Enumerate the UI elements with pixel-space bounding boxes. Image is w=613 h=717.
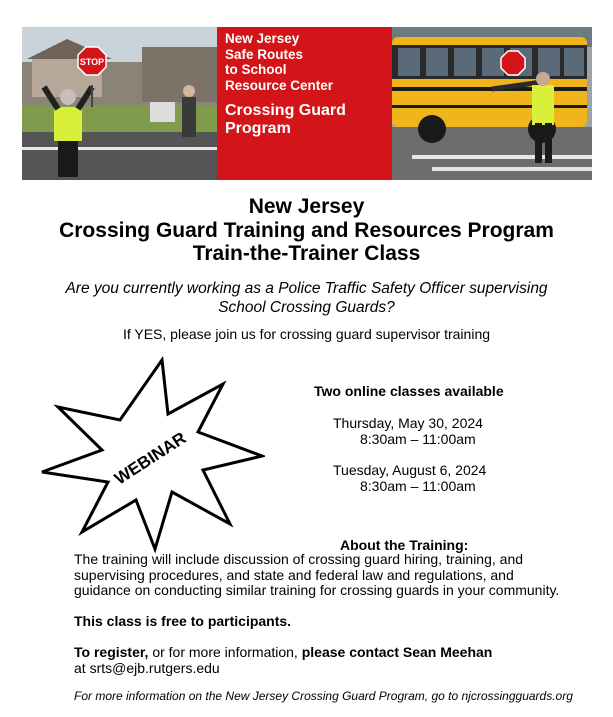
program-line-2: Program [225, 120, 291, 137]
free-notice: This class is free to participants. [74, 613, 292, 629]
about-text [74, 552, 559, 599]
about-line-1: The training will include discussion of crossing guard hiring, training, and [74, 551, 524, 567]
title-line-1: New Jersey [248, 195, 365, 218]
banner-line-2: Safe Routes [225, 46, 304, 62]
register-line-1 [74, 644, 492, 660]
header-banner [22, 27, 592, 180]
school-bus-photo-right [392, 27, 592, 180]
about-line-2: supervising procedures, and state and federal law and regulations, and [74, 566, 514, 583]
session-2-date: Tuesday, August 6, 2024 [333, 462, 487, 478]
webinar-label: WEBINAR [111, 428, 190, 489]
register-info [74, 644, 492, 676]
crossing-guard-photo-left [22, 27, 217, 180]
register-lead: To register, [74, 644, 149, 660]
classes-header: Two online classes available [314, 383, 504, 399]
stop-sign-text: STOP [79, 57, 105, 67]
page-title [0, 195, 613, 266]
about-header: About the Training: [340, 537, 469, 553]
banner-line-4: Resource Center [225, 77, 334, 93]
session-2-time: 8:30am – 11:00am [360, 478, 476, 494]
title-line-3: Train-the-Trainer Class [192, 242, 421, 265]
session-1-time: 8:30am – 11:00am [360, 431, 476, 447]
session-1-date: Thursday, May 30, 2024 [333, 415, 483, 431]
resource-center-box [217, 27, 392, 180]
footer-note: For more information on the New Jersey Crossing Guard Program, go to njcrossingguards.org [74, 689, 573, 703]
about-line-3: guidance on conducting similar training for crossing guards in your community. [74, 582, 560, 598]
title-line-2: Crossing Guard Training and Resources Program [59, 218, 554, 242]
contact-name: please contact Sean Meehan [301, 644, 493, 660]
webinar-starburst [40, 352, 265, 562]
question-line-1: Are you currently working as a Police Traffic Safety Officer supervising [65, 280, 548, 297]
contact-email[interactable]: at srts@ejb.rutgers.edu [74, 660, 220, 676]
banner-line-3: to School [225, 62, 287, 77]
register-middle: or for more information, [148, 644, 302, 660]
question-line-2: School Crossing Guards? [218, 299, 395, 316]
banner-line-1: New Jersey [225, 31, 300, 46]
yes-invitation: If YES, please join us for crossing guard supervisor training [122, 326, 491, 342]
audience-question [0, 279, 613, 317]
program-line-1: Crossing Guard [225, 102, 346, 119]
